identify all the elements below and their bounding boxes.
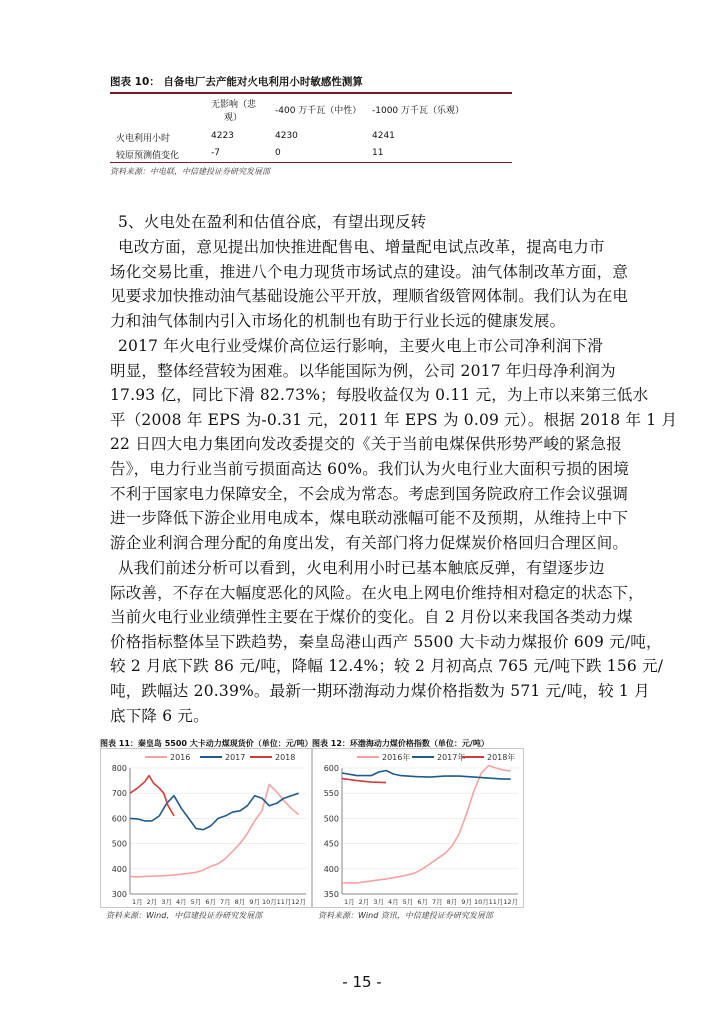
x-tick-label: 10月 (261, 898, 277, 906)
paragraph-line: 17.93 亿，同比下滑 82.73%；每股收益仅为 0.11 元，为上市以来第三低水 (110, 386, 649, 405)
paragraph-line: 告》，电力行业当前亏损面高达 60%。我们认为火电行业大面积亏损的困境 (110, 459, 630, 478)
page-number: - 15 - (342, 973, 382, 991)
legend-label: 2018 (275, 753, 296, 762)
legend-label: 2017 (225, 753, 246, 762)
section-heading: 5、火电处在盈利和估值谷底，有望出现反转 (118, 213, 427, 231)
table-row-label: 较原预测值变化 (116, 151, 180, 161)
x-tick-label: 8月 (446, 898, 458, 906)
paragraph-line: 见要求加快推动油气基础设施公平开放，理顺省级管网体制。我们认为在电 (110, 287, 629, 306)
paragraph-line: 从我们前述分析可以看到，火电利用小时已基本触底反弹，有望逐步边 (118, 559, 605, 577)
chart-11-title: 图表 11：秦皇岛 5500 大卡动力煤现货价（单位：元/吨） (100, 739, 313, 748)
paragraph-1 (110, 235, 629, 333)
paragraph-line: 2017 年火电行业受煤价高位运行影响，主要火电上市公司净利润下滑 (118, 337, 603, 355)
y-tick-label: 600 (111, 814, 127, 824)
x-tick-label: 12月 (291, 898, 307, 906)
x-tick-label: 11月 (488, 898, 504, 906)
x-tick-label: 1月 (344, 898, 355, 906)
x-tick-label: 5月 (402, 898, 414, 906)
x-tick-label: 5月 (190, 898, 202, 906)
y-tick-label: 500 (111, 839, 127, 849)
section-heading-block (110, 210, 620, 235)
y-tick-label: 550 (323, 789, 339, 799)
paragraph-line: 底下降 6 元。 (110, 706, 209, 725)
x-tick-label: 10月 (473, 898, 489, 906)
chart-11 (100, 748, 312, 908)
legend-label: 2018年 (487, 753, 516, 762)
y-tick-label: 600 (323, 764, 339, 773)
paragraph-line: 明显，整体经营较为困难。以华能国际为例，公司 2017 年归母净利润为 (110, 361, 616, 380)
paragraph-line: 吨，跌幅达 20.39%。最新一期环渤海动力煤价格指数为 571 元/吨，较 1 月 (110, 681, 650, 700)
paragraph-line: 进一步降低下游企业用电成本，煤电联动涨幅可能不及预期，从维持上中下 (110, 509, 629, 528)
paragraph-line: 较 2 月底下跌 86 元/吨，降幅 12.4%；较 2 月初高点 765 元/吨下跌 156 元/ (110, 657, 664, 676)
x-tick-label: 8月 (234, 898, 246, 906)
x-tick-label: 6月 (417, 898, 428, 906)
chart-12 (312, 748, 524, 908)
x-tick-label: 2月 (146, 898, 158, 906)
paragraph-line: 平（2008 年 EPS 为-0.31 元，2011 年 EPS 为 0.09 元）。根据 2018 年 1 月 (110, 410, 678, 429)
table-header-neutral: -400 万千瓦（中性） (275, 106, 362, 116)
y-tick-label: 350 (323, 890, 339, 899)
x-tick-label: 11月 (276, 898, 292, 906)
y-tick-label: 700 (111, 789, 127, 799)
y-tick-label: 300 (111, 890, 127, 899)
x-tick-label: 9月 (249, 898, 260, 906)
table-bottom-rule (110, 162, 512, 163)
y-tick-label: 800 (111, 764, 127, 773)
table-cell: 4230 (275, 131, 298, 141)
chart-11-source: 资料来源：Wind，中信建投证券研究发展部 (106, 911, 263, 920)
x-tick-label: 7月 (432, 898, 443, 906)
x-tick-label: 1月 (132, 898, 143, 906)
y-tick-label: 400 (111, 864, 127, 874)
chart-12-title: 图表 12：环渤海动力煤价格指数（单位：元/吨） (312, 739, 489, 748)
paragraph-line: 价格指标整体呈下跌趋势，秦皇岛港山西产 5500 大卡动力煤报价 609 元/吨， (110, 632, 662, 651)
paragraph-line: 场化交易比重，推进八个电力现货市场试点的建设。油气体制改革方面，意 (110, 262, 629, 281)
legend-label: 2016 (170, 753, 191, 762)
paragraph-line: 力和油气体制内引入市场化的机制也有助于行业长远的健康发展。 (110, 311, 566, 330)
table-cell: 4223 (211, 131, 234, 141)
y-tick-label: 500 (323, 814, 339, 824)
table-top-rule (110, 92, 512, 94)
x-tick-label: 12月 (503, 898, 519, 906)
x-tick-label: 2月 (358, 898, 370, 906)
header-line-1: 无影响（悲 (211, 100, 257, 110)
header-line-2: 观） (224, 113, 243, 123)
table-cell: 0 (275, 148, 281, 158)
x-tick-label: 6月 (205, 898, 216, 906)
table-header-pessimistic-cont (224, 110, 242, 123)
y-tick-label: 400 (323, 864, 339, 874)
paragraph-line: 22 日四大电力集团向发改委提交的《关于当前电煤保供形势严峻的紧急报 (110, 435, 622, 454)
x-tick-label: 4月 (388, 898, 399, 906)
paragraph-3 (110, 556, 664, 728)
x-tick-label: 9月 (461, 898, 472, 906)
legend-label: 2017年 (437, 753, 466, 762)
paragraph-line: 当前火电行业业绩弹性主要在于煤价的变化。自 2 月份以来我国各类动力煤 (110, 608, 633, 627)
table-cell: 4241 (372, 131, 395, 141)
y-tick-label: 450 (323, 839, 339, 849)
paragraph-line: 游企业利润合理分配的角度出发，有关部门将力促煤炭价格回归合理区间。 (110, 533, 629, 552)
x-tick-label: 3月 (373, 898, 384, 906)
table-cell: -7 (211, 148, 220, 158)
paragraph-line: 不利于国家电力保障安全，不会成为常态。考虑到国务院政府工作会议强调 (110, 484, 629, 503)
paragraph-line: 电改方面，意见提出加快推进配售电、增量配电试点改革，提高电力市 (118, 238, 605, 256)
paragraph-line: 际改善，不存在大幅度恶化的风险。在火电上网电价维持相对稳定的状态下， (110, 583, 644, 602)
table-header-pessimistic (211, 97, 256, 110)
table-title: 图表 10： 自备电厂去产能对火电利用小时敏感性测算 (110, 76, 363, 88)
x-tick-label: 7月 (220, 898, 231, 906)
x-tick-label: 4月 (176, 898, 187, 906)
table-header-optimistic: -1000 万千瓦（乐观） (372, 106, 465, 116)
paragraph-2 (110, 334, 678, 555)
x-tick-label: 3月 (161, 898, 172, 906)
legend-label: 2016年 (382, 753, 411, 762)
table-source: 资料来源：中电联，中信建投证券研究发展部 (110, 167, 270, 176)
table-cell: 11 (372, 148, 384, 158)
table-row-label: 火电利用小时 (116, 134, 171, 144)
chart-12-source: 资料来源：Wind 资讯，中信建投证券研究发展部 (318, 911, 493, 920)
